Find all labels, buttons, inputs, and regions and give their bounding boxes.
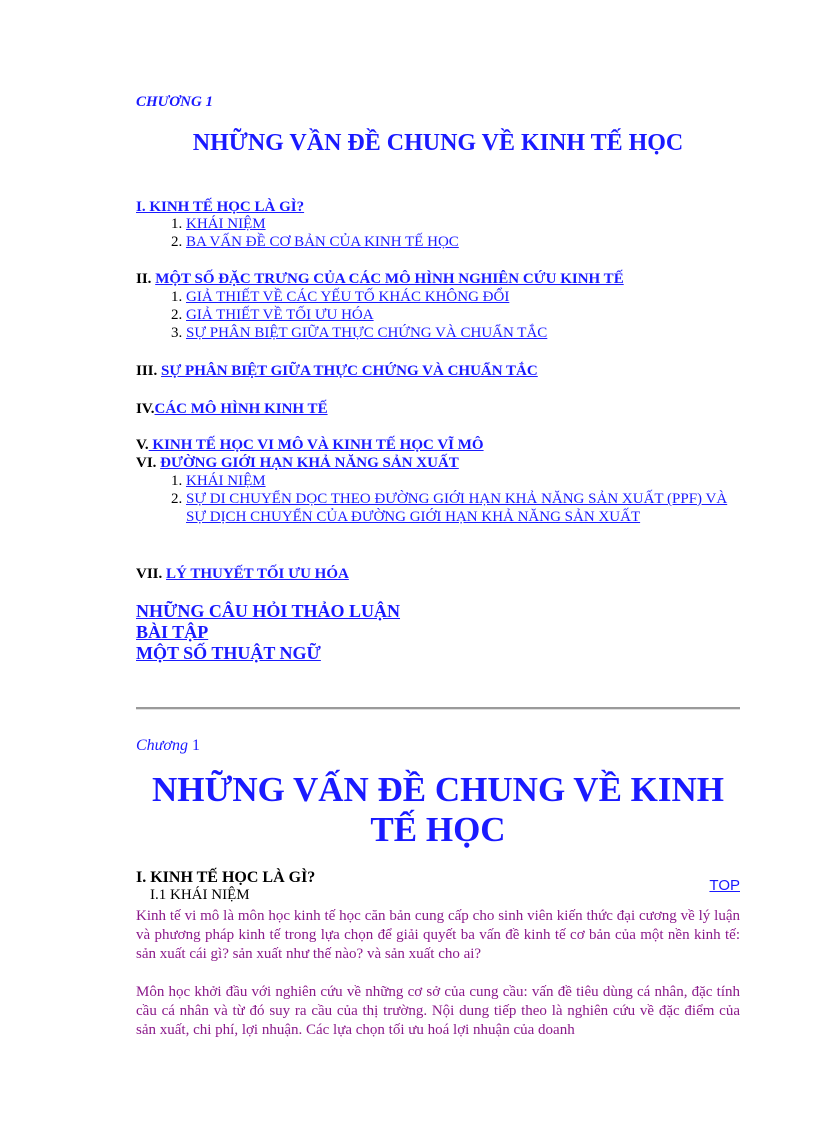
toc-section-4 <box>136 400 328 418</box>
toc-section-7 <box>136 565 349 583</box>
discussion-questions-link[interactable]: NHỮNG CÂU HỎI THẢO LUẬN <box>136 601 401 621</box>
paragraph: Kinh tế vi mô là môn học kinh tế học căn bản cung cấp cho sinh viên kiến thức đại cương về lý luận và phương pháp kinh tế trong lựa chọn để giải quyết ba vấn đề kinh tế cơ bản của một nền kinh tế: sản xuất cái gì? sản xuất như thế nào? và sản xuất cho ai? <box>136 908 740 962</box>
top-link-anchor[interactable]: TOP <box>709 877 740 894</box>
toc-link[interactable]: GIẢ THIẾT VỀ CÁC YẾU TỐ KHÁC KHÔNG ĐỔI <box>186 289 510 305</box>
exercises <box>136 622 208 642</box>
section-prefix: IV. <box>136 401 155 417</box>
toc-section-3 <box>136 362 538 380</box>
list-item <box>186 490 740 526</box>
top-link <box>709 877 740 894</box>
section-prefix: VII. <box>136 566 167 582</box>
toc-section-7-link[interactable]: LÝ THUYẾT TỐI ƯU HÓA <box>166 566 349 582</box>
toc-title: NHỮNG VẦN ĐỀ CHUNG VỀ KINH TẾ HỌC <box>192 130 684 156</box>
toc-link[interactable]: SỰ DI CHUYỂN DỌC THEO ĐƯỜNG GIỚI HẠN KHẢ NĂNG SẢN XUẤT (PPF) VÀ SỰ DỊCH CHUYỂN CỦA ĐƯỜNG GIỚI HẠN KHẢ NĂNG SẢN XUẤT <box>186 491 728 525</box>
paragraph: Môn học khởi đầu với nghiên cứu về những cơ sở của cung cầu: vấn đề tiêu dùng cá nhân, đặc tính cầu cá nhân và từ đó suy ra cầu của thị trường. Nội dung tiếp theo là nghiên cứu về đặc điểm của sản xuất, chi phí, lợi nhuận. Các lựa chọn tối ưu hoá lợi nhuận của doanh <box>136 984 740 1038</box>
toc-section-2-list <box>136 288 547 342</box>
list-item <box>186 324 547 342</box>
section-prefix: V. <box>136 437 149 453</box>
toc-section-6-list <box>136 472 740 526</box>
toc-link[interactable]: SỰ PHÂN BIỆT GIỮA THỰC CHỨNG VÀ CHUẨN TẮC <box>186 325 548 341</box>
toc-section-6-link[interactable]: ĐƯỜNG GIỚI HẠN KHẢ NĂNG SẢN XUẤT <box>160 455 459 471</box>
subsection-heading: I.1 KHÁI NIỆM <box>150 887 250 903</box>
list-item <box>186 233 459 251</box>
chapter-word: Chương <box>136 737 188 754</box>
toc-section-1 <box>136 198 304 216</box>
toc-section-1-list <box>136 215 459 251</box>
toc-section-1-link[interactable]: I. KINH TẾ HỌC LÀ GÌ? <box>136 199 305 215</box>
toc-section-2-link[interactable]: MỘT SỐ ĐẶC TRƯNG CỦA CÁC MÔ HÌNH NGHIÊN CỨU KINH TẾ <box>155 271 624 287</box>
discussion-questions <box>136 601 400 621</box>
toc-section-6 <box>136 454 459 472</box>
toc-section-3-link[interactable]: SỰ PHÂN BIỆT GIỮA THỰC CHỨNG VÀ CHUẨN TẮC <box>161 363 538 379</box>
toc-section-4-link[interactable]: CÁC MÔ HÌNH KINH TẾ <box>154 401 328 417</box>
divider <box>136 707 740 710</box>
section-prefix: VI. <box>136 455 161 471</box>
list-item <box>186 288 547 306</box>
toc-section-5 <box>136 436 484 454</box>
toc-link[interactable]: GIẢ THIẾT VỀ TỐI ƯU HÓA <box>186 307 374 323</box>
list-item <box>186 472 740 490</box>
list-item <box>186 215 459 233</box>
toc-section-5-link[interactable]: KINH TẾ HỌC VI MÔ VÀ KINH TẾ HỌC VĨ MÔ <box>148 437 484 453</box>
section-prefix: II. <box>136 271 156 287</box>
chapter-heading <box>136 737 200 755</box>
section-prefix: III. <box>136 363 162 379</box>
page-title: NHỮNG VẤN ĐỀ CHUNG VỀ KINH TẾ HỌC <box>151 770 725 849</box>
chapter-label: CHƯƠNG 1 <box>136 94 214 110</box>
glossary <box>136 643 321 663</box>
exercises-link[interactable]: BÀI TẬP <box>136 622 209 642</box>
toc-link[interactable]: BA VẤN ĐỀ CƠ BẢN CỦA KINH TẾ HỌC <box>186 234 459 250</box>
toc-link[interactable]: KHÁI NIỆM <box>186 216 266 232</box>
section-heading: I. KINH TẾ HỌC LÀ GÌ? <box>136 869 316 886</box>
toc-link[interactable]: KHÁI NIỆM <box>186 473 266 489</box>
chapter-number: 1 <box>187 737 200 754</box>
toc-section-2 <box>136 270 624 288</box>
list-item <box>186 306 547 324</box>
glossary-link[interactable]: MỘT SỐ THUẬT NGỮ <box>136 643 321 663</box>
